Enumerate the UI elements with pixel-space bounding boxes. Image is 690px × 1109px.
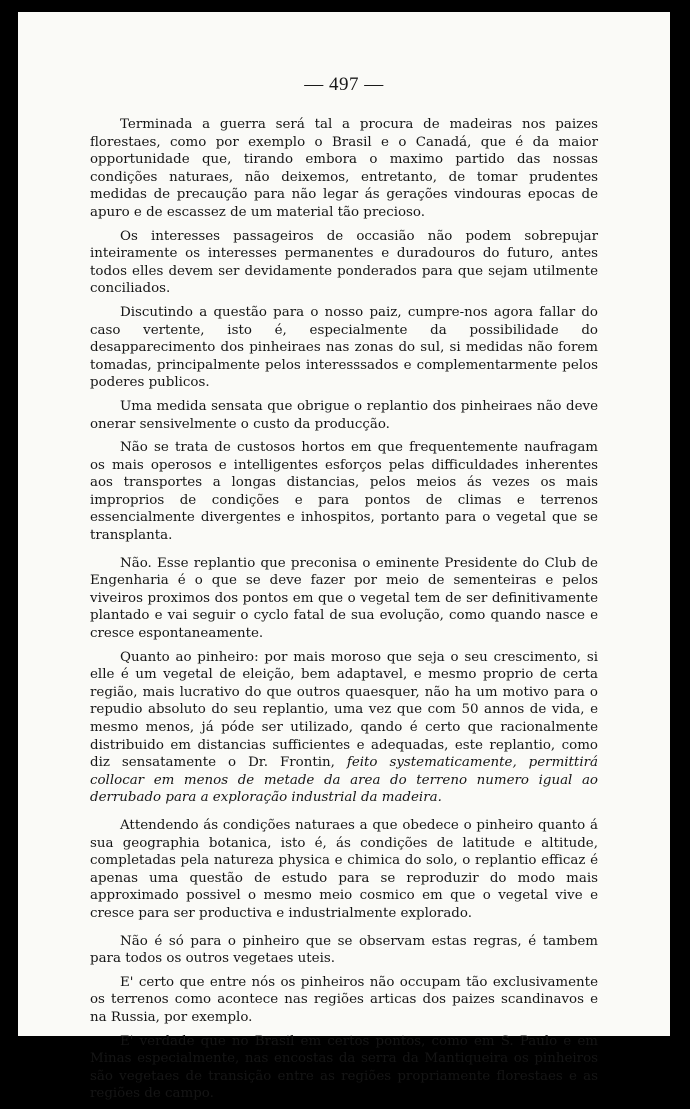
paragraph-8: Attendendo ás condições naturaes a que obedece o pinheiro quanto á sua geographia botanica, isto é, ás condições de latitude e altitude, completadas pela natureza physica e chimica do solo, o replantio efficaz é apenas uma questão de estudo para se reproduzir do modo mais approximado possivel o mesmo meio cosmico em que o vegetal vive e cresce para ser productiva e industrialmente explorado. xyxy=(90,817,598,921)
paragraph-1: Terminada a guerra será tal a procura de madeiras nos paizes florestaes, como por exemplo o Brasil e o Canadá, que é da maior opportunidade que, tirando embora o maximo partido das nossas condições naturaes, não deixemos, entretanto, de tomar prudentes medidas de precaução para não legar ás gerações vindouras epocas de apuro e de escassez de um material tão precioso. xyxy=(90,117,598,220)
document-page xyxy=(18,12,670,1102)
body-text xyxy=(90,116,598,1109)
paragraph-7 xyxy=(90,649,598,807)
paragraph-11: E' verdade que no Brasil em certos pontos, como em S. Paulo e em Minas especialmente, nas encostas da serra da Mantiqueira os pinheiros são vegetaes de transição entre as regiões propriamente florestaes e as regiões de campo. xyxy=(90,1033,598,1102)
paragraph-2: Os interesses passageiros de occasião não podem sobrepujar inteiramente os interesses permanentes e duradouros do futuro, antes todos elles devem ser devidamente ponderados para que sejam utilmente conciliados. xyxy=(90,228,598,297)
paragraph-10: E' certo que entre nós os pinheiros não occupam tão exclusivamente os terrenos como acontece nas regiões articas dos paizes scandinavos e na Russia, por exemplo. xyxy=(90,974,598,1025)
page-number: — 497 — xyxy=(304,74,384,95)
paragraph-7-quote: feito systematicamente, permittirá collocar em menos de metade da area do terreno numero igual ao derrubado para a exploração industrial da madeira. xyxy=(90,755,598,806)
paragraph-5: Não se trata de custosos hortos em que frequentemente naufragam os mais operosos e intelligentes esforços pelas difficuldades inherentes aos transportes a longas distancias, pelos meios ás vezes os mais improprios de condições e para pontos de climas e terrenos essencialmente divergentes e inhospitos, portanto para o vegetal que se transplanta. xyxy=(90,440,598,544)
paragraph-4: Uma medida sensata que obrigue o replantio dos pinheiraes não deve onerar sensivelmente o custo da producção. xyxy=(90,398,598,432)
paragraph-7-text: Quanto ao pinheiro: por mais moroso que seja o seu crescimento, si elle é um vegetal de eleição, bem adaptavel, e mesmo proprio de certa região, mais lucrativo do que outros quaesquer, não ha um motivo para o repudio absoluto do seu replantio, uma vez que com 50 annos de vida, e mesmo menos, já póde ser utilizado, qando é certo que racionalmente distribuido em distancias sufficientes e adequadas, este replantio, como diz sensatamente o Dr. Frontin, xyxy=(90,649,598,771)
paragraph-3: Discutindo a questão para o nosso paiz, cumpre-nos agora fallar do caso vertente, isto é, especialmente da possibilidade do desapparecimento dos pinheiraes nas zonas do sul, si medidas não forem tomadas, principalmente pelos interesssados e complementarmente pelos poderes publicos. xyxy=(90,304,598,391)
paragraph-6: Não. Esse replantio que preconisa o eminente Presidente do Club de Engenharia é o que se deve fazer por meio de sementeiras e pelos viveiros proximos dos pontos em que o vegetal tem de ser definitivamente plantado e vai seguir o cyclo fatal de sua evolução, como quando nasce e cresce espontaneamente. xyxy=(90,555,598,642)
paragraph-9: Não é só para o pinheiro que se observam estas regras, é tambem para todos os outros vegetaes uteis. xyxy=(90,933,598,967)
